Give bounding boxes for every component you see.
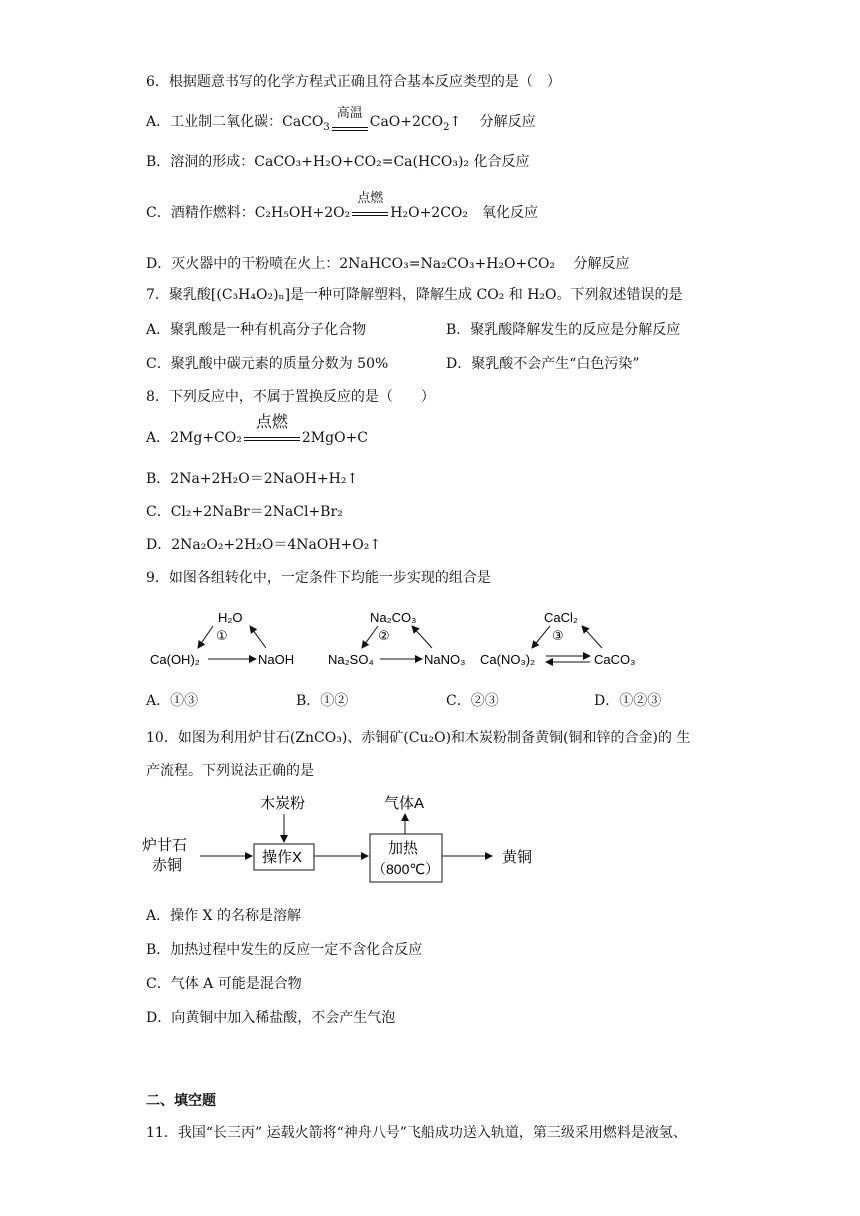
reaction-condition: 点燃 bbox=[242, 428, 302, 448]
q7-option-c: C．聚乳酸中碳元素的质量分数为 50% bbox=[146, 356, 389, 372]
q6-option-d: D．灭火器中的干粉喷在火上：2NaHCO₃=Na₂CO₃+H₂O+CO₂ 分解反应 bbox=[146, 256, 630, 272]
svg-text:赤铜: 赤铜 bbox=[152, 857, 183, 874]
q11-stem: 11．我国“长三丙” 运载火箭将“神舟八号”飞船成功送入轨道，第三级采用燃料是液氢、 bbox=[146, 1125, 687, 1141]
q6-option-a: A．工业制二氧化碳：CaCO$_3$ 高温 $CaO+2CO_2↑$ 分解反应 bbox=[146, 112, 536, 138]
reaction-condition: 高温 bbox=[330, 118, 370, 138]
q6-stem: 6．根据题意书写的化学方程式正确且符合基本反应类型的是（ ） bbox=[146, 74, 561, 90]
q10-option-d: D．向黄铜中加入稀盐酸，不会产生气泡 bbox=[146, 1010, 396, 1026]
production-flowchart bbox=[140, 790, 550, 890]
svg-text:木炭粉: 木炭粉 bbox=[260, 795, 306, 812]
q10-option-a: A．操作 X 的名称是溶解 bbox=[146, 908, 301, 924]
q7-option-d: D．聚乳酸不会产生“白色污染” bbox=[446, 356, 640, 372]
svg-text:Ca(OH)₂: Ca(OH)₂ bbox=[150, 652, 200, 667]
svg-text:Na₂SO₄: Na₂SO₄ bbox=[328, 652, 374, 667]
svg-text:NaNO₃: NaNO₃ bbox=[424, 652, 466, 667]
q6-option-b: B．溶洞的形成：CaCO₃+H₂O+CO₂=Ca(HCO₃)₂ 化合反应 bbox=[146, 154, 530, 170]
q9-option-a: A．①③ bbox=[146, 693, 199, 709]
diagram-group-3 bbox=[480, 610, 635, 667]
q7-option-a: A．聚乳酸是一种有机高分子化合物 bbox=[146, 322, 367, 338]
svg-text:CaCl₂: CaCl₂ bbox=[544, 610, 578, 625]
q10-stem-line1: 10．如图为利用炉甘石(ZnCO₃)、赤铜矿(Cu₂O)和木炭粉制备黄铜(铜和锌的合金)的 生 bbox=[146, 730, 691, 746]
svg-text:操作X: 操作X bbox=[262, 849, 303, 866]
svg-text:①: ① bbox=[216, 628, 228, 643]
q10-stem-line2: 产流程。下列说法正确的是 bbox=[146, 763, 314, 779]
svg-text:NaOH: NaOH bbox=[258, 652, 295, 667]
q10-option-c: C．气体 A 可能是混合物 bbox=[146, 976, 302, 992]
svg-text:Ca(NO₃)₂: Ca(NO₃)₂ bbox=[480, 652, 536, 667]
q9-option-c: C．②③ bbox=[446, 693, 499, 709]
q7-option-b: B．聚乳酸降解发生的反应是分解反应 bbox=[446, 322, 681, 338]
section-title: 二、填空题 bbox=[146, 1093, 216, 1109]
svg-text:黄铜: 黄铜 bbox=[502, 849, 533, 866]
q8-stem: 8．下列反应中，不属于置换反应的是（ ） bbox=[146, 389, 435, 405]
reaction-condition: 点燃 bbox=[350, 203, 390, 223]
svg-text:③: ③ bbox=[552, 628, 564, 643]
q9-option-b: B．①② bbox=[296, 693, 349, 709]
q8-option-a: A．2Mg+CO₂ 点燃 2MgO+C bbox=[146, 412, 368, 446]
svg-text:②: ② bbox=[378, 628, 390, 643]
svg-text:炉甘石: 炉甘石 bbox=[142, 837, 188, 854]
svg-text:（800℃）: （800℃） bbox=[372, 861, 440, 877]
q8-option-c: C．Cl₂+2NaBr＝2NaCl+Br₂ bbox=[146, 504, 343, 520]
svg-text:气体A: 气体A bbox=[384, 795, 425, 812]
svg-text:CaCO₃: CaCO₃ bbox=[594, 652, 636, 667]
svg-text:Na₂CO₃: Na₂CO₃ bbox=[370, 610, 417, 625]
diagram-group-1 bbox=[150, 610, 294, 667]
diagram-group-2 bbox=[328, 610, 465, 667]
q9-option-d: D．①②③ bbox=[594, 693, 662, 709]
q6-option-c: C．酒精作燃料：C₂H₅OH+2O₂ 点燃 H₂O+2CO₂ 氧化反应 bbox=[146, 191, 539, 221]
conversion-diagrams bbox=[146, 604, 666, 672]
q10-option-b: B．加热过程中发生的反应一定不含化合反应 bbox=[146, 942, 423, 958]
q8-option-b: B．2Na+2H₂O＝2NaOH+H₂↑ bbox=[146, 471, 359, 487]
svg-text:加热: 加热 bbox=[388, 840, 419, 857]
q7-stem: 7．聚乳酸[(C₃H₄O₂)ₙ]是一种可降解塑料，降解生成 CO₂ 和 H₂O。下列叙述错误的是 bbox=[146, 287, 683, 303]
q8-option-d: D．2Na₂O₂+2H₂O＝4NaOH+O₂↑ bbox=[146, 537, 382, 553]
q9-stem: 9．如图各组转化中，一定条件下均能一步实现的组合是 bbox=[146, 570, 491, 586]
svg-text:H₂O: H₂O bbox=[218, 610, 243, 625]
